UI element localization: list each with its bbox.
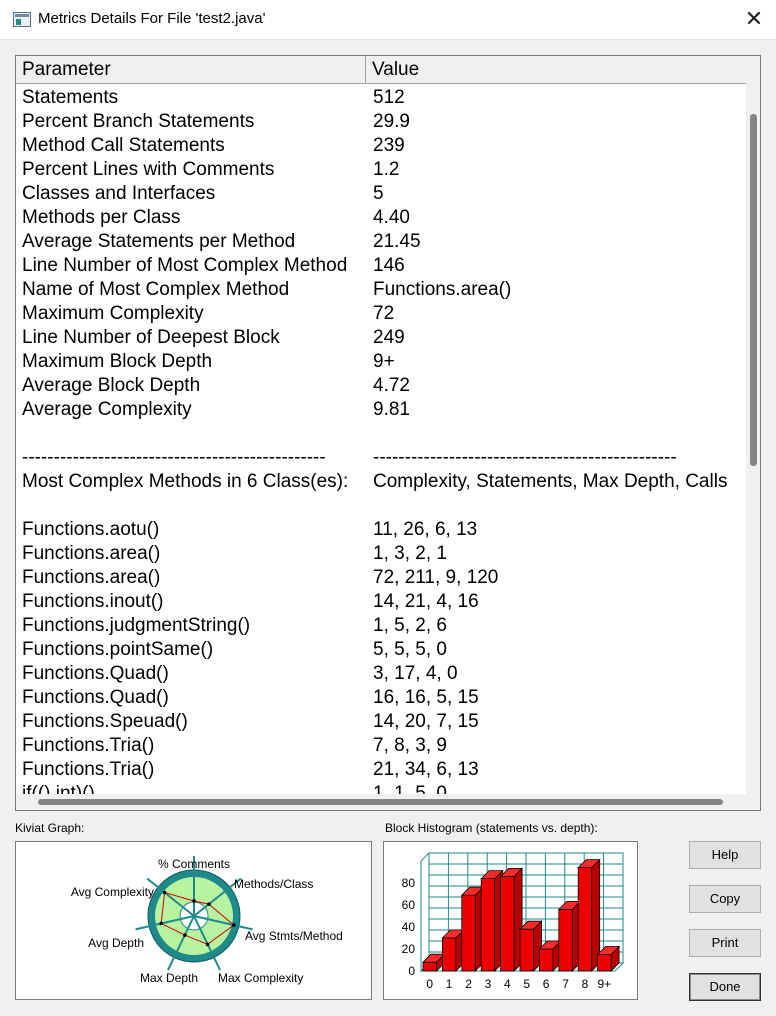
table-row[interactable] [22,422,746,446]
histogram-x-tick: 5 [523,977,531,991]
histogram-bar-front [501,876,514,971]
table-row[interactable] [22,614,746,638]
help-button[interactable]: Help [689,841,761,869]
value-cell: 72, 211, 9, 120 [373,567,499,588]
histogram-x-tick: 8 [581,977,589,991]
value-cell: 7, 8, 3, 9 [373,735,447,756]
vertical-scrollbar[interactable] [746,56,761,794]
title-bar [0,0,776,40]
histogram-bar [578,860,600,971]
parameter-cell: Functions.judgmentString() [22,615,251,636]
histogram-bar-front [442,938,456,971]
value-cell: 1, 3, 2, 1 [373,543,447,564]
parameter-cell: Functions.area() [22,567,161,588]
histogram-bar-front [539,949,553,971]
histogram-bar-front [462,895,476,971]
parameter-cell: Percent Branch Statements [22,111,255,132]
parameter-cell: Methods per Class [22,207,181,228]
table-row[interactable] [22,470,746,494]
parameter-cell: Maximum Complexity [22,303,204,324]
table-row[interactable] [22,446,746,470]
parameter-cell: Method Call Statements [22,135,225,156]
histogram-y-tick: 40 [401,920,415,934]
table-row[interactable] [22,254,746,278]
kiviat-axis-label: Max Complexity [218,971,304,985]
kiviat-point [183,933,187,937]
table-row[interactable] [22,158,746,182]
histogram-side-wall [421,853,429,971]
parameter-cell: Average Block Depth [22,375,201,396]
value-cell: Functions.area() [373,279,512,300]
parameter-cell: Classes and Interfaces [22,183,216,204]
value-cell: 14, 20, 7, 15 [373,711,479,732]
value-cell: 9+ [373,351,395,372]
histogram-bar [481,871,503,971]
value-cell: 1, 5, 2, 6 [373,615,447,636]
histogram-bar [442,930,464,971]
parameter-cell: Functions.Tria() [22,759,155,780]
kiviat-point [163,891,167,895]
histogram-x-tick: 9+ [597,977,612,991]
table-row[interactable] [22,182,746,206]
histogram-bar-front [423,962,437,971]
value-cell: 249 [373,327,405,348]
column-header-value[interactable]: Value [372,59,420,80]
table-row[interactable] [22,686,746,710]
histogram-x-tick: 3 [484,977,492,991]
value-cell: ------------------------------------------------ [373,447,677,468]
value-cell: 4.72 [373,375,410,396]
value-cell: 21, 34, 6, 13 [373,759,479,780]
histogram-y-tick: 80 [401,876,415,890]
window-app-icon [13,12,31,27]
table-row[interactable] [22,398,746,422]
parameter-cell: Average Statements per Method [22,231,296,252]
list-header [16,56,746,84]
table-row[interactable] [22,518,746,542]
histogram-y-tick: 20 [401,942,415,956]
parameter-cell: Functions.Speuad() [22,711,188,732]
table-row[interactable] [22,638,746,662]
value-cell: 16, 16, 5, 15 [373,687,479,708]
parameter-cell: Average Complexity [22,399,192,420]
value-cell: 1.2 [373,159,400,180]
value-cell: 72 [373,303,395,324]
parameter-cell: Functions.aotu() [22,519,160,540]
kiviat-axis-label: Avg Complexity [70,885,154,899]
histogram-bar [539,941,561,971]
list-rows [22,86,746,806]
parameter-cell: Most Complex Methods in 6 Class(es): [22,471,349,492]
window-title: Metrics Details For File 'test2.java' [38,10,266,27]
histogram-x-tick: 0 [426,977,434,991]
histogram-panel [383,841,638,1000]
parameter-cell: ------------------------------------------------ [22,447,326,468]
histogram-bar-front [598,955,612,972]
vertical-scroll-thumb[interactable] [750,114,757,466]
value-cell: 4.40 [373,207,410,228]
kiviat-point [159,922,163,926]
parameter-cell: Functions.Quad() [22,687,169,708]
parameter-cell: Statements [22,87,119,108]
parameter-cell: Functions.area() [22,543,161,564]
value-cell: 14, 21, 4, 16 [373,591,479,612]
parameter-cell: Name of Most Complex Method [22,279,290,300]
block-histogram [384,842,637,999]
histogram-bar-front [520,929,534,971]
histogram-bar-front [578,868,592,971]
histogram-x-tick: 2 [465,977,472,991]
value-cell: 146 [373,255,405,276]
print-button[interactable]: Print [689,929,761,957]
value-cell: Complexity, Statements, Max Depth, Calls [373,471,728,492]
table-row[interactable] [22,758,746,782]
close-icon[interactable]: ✕ [744,6,764,31]
kiviat-point [232,923,236,927]
kiviat-point [206,943,210,947]
value-cell: 512 [373,87,405,108]
kiviat-point [207,902,211,906]
parameter-cell: Line Number of Deepest Block [22,327,280,348]
parameter-cell: Percent Lines with Comments [22,159,275,180]
value-cell: 9.81 [373,399,410,420]
kiviat-graph-panel [15,841,372,1000]
histogram-x-tick: 6 [542,977,550,991]
kiviat-label: Kiviat Graph: [15,821,85,835]
histogram-x-tick: 7 [562,977,569,991]
table-row[interactable] [22,710,746,734]
parameter-cell: Functions.Quad() [22,663,169,684]
parameter-cell: Line Number of Most Complex Method [22,255,348,276]
histogram-label: Block Histogram (statements vs. depth): [385,821,598,835]
table-row[interactable] [22,278,746,302]
kiviat-axis-label: Avg Stmts/Method [245,929,343,943]
histogram-bar-front [559,909,573,971]
table-row[interactable] [22,494,746,518]
histogram-y-tick: 0 [408,964,415,978]
parameter-cell: Functions.Tria() [22,735,155,756]
value-cell: 21.45 [373,231,421,252]
table-row[interactable] [22,590,746,614]
table-row[interactable] [22,542,746,566]
histogram-bar-front [481,879,495,971]
horizontal-scroll-thumb[interactable] [38,799,723,805]
table-row[interactable] [22,230,746,254]
histogram-x-tick: 1 [445,977,453,991]
kiviat-graph [16,842,371,999]
parameter-cell: Functions.inout() [22,591,164,612]
histogram-bar [559,901,581,971]
table-row[interactable] [22,350,746,374]
histogram-y-tick: 60 [401,898,415,912]
copy-button[interactable]: Copy [689,885,761,913]
table-row[interactable] [22,134,746,158]
value-cell: 3, 17, 4, 0 [373,663,458,684]
histogram-bar [501,868,522,971]
kiviat-axis-label: % Comments [157,857,231,871]
column-header-parameter[interactable]: Parameter [16,56,366,84]
value-cell: 239 [373,135,405,156]
table-row[interactable] [22,302,746,326]
table-row[interactable] [22,566,746,590]
value-cell: 5, 5, 5, 0 [373,639,447,660]
value-cell: 29.9 [373,111,410,132]
table-row[interactable] [22,734,746,758]
table-row[interactable] [22,662,746,686]
table-row[interactable] [22,206,746,230]
kiviat-axis-label: Methods/Class [234,877,314,891]
parameter-cell: Functions.pointSame() [22,639,214,660]
horizontal-scrollbar[interactable] [16,794,761,811]
histogram-x-tick: 4 [504,977,511,991]
kiviat-axis-label: Max Depth [140,971,199,985]
histogram-bar [462,887,484,971]
table-row[interactable] [22,86,746,110]
value-cell: 11, 26, 6, 13 [373,519,478,540]
value-cell: 5 [373,183,384,204]
metrics-list[interactable] [15,55,761,811]
kiviat-point [192,899,196,903]
histogram-bar [520,921,542,971]
table-row[interactable] [22,326,746,350]
table-row[interactable] [22,110,746,134]
done-button[interactable]: Done [689,973,761,1001]
kiviat-axis-label: Avg Depth [88,936,144,950]
parameter-cell: Maximum Block Depth [22,351,213,372]
table-row[interactable] [22,374,746,398]
